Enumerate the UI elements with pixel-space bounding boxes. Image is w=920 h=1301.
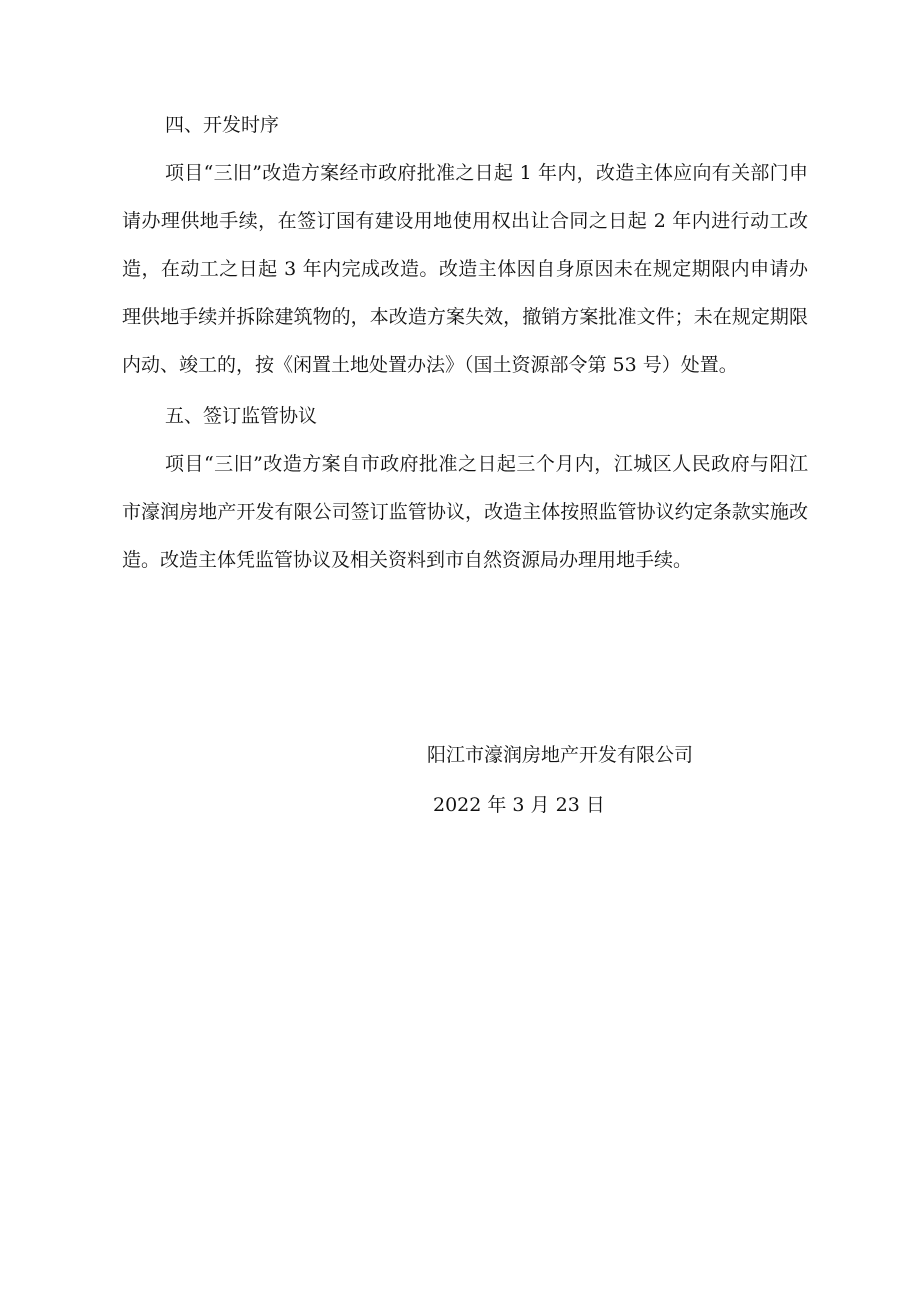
section-4-heading: 四、开发时序 <box>165 114 280 136</box>
section-4-paragraph: 项目“三旧”改造方案经市政府批准之日起 1 年内，改造主体应向有关部门申请办理供地手续，在签订国有建设用地使用权出让合同之日起 2 年内进行动工改造，在动工之日起 3 年内完成改造。改造主体因自身原因未在规定期限内申请办理供地手续并拆除建筑物的，本改造方案失效，撤销方案批准文件；未在规定期限内动、竣工的，按《闲置土地处置办法》（国土资源部令第 53 号）处置。 <box>122 162 808 376</box>
section-5-paragraph: 项目“三旧”改造方案自市政府批准之日起三个月内，江城区人民政府与阳江市濠润房地产开发有限公司签订监管协议，改造主体按照监管协议约定条款实施改造。改造主体凭监管协议及相关资料到市自然资源局办理用地手续。 <box>122 453 808 571</box>
section-5-heading: 五、签订监管协议 <box>165 405 318 427</box>
document-body <box>122 102 808 584</box>
signature-date: 2022 年 3 月 23 日 <box>433 794 605 816</box>
signature-company: 阳江市濠润房地产开发有限公司 <box>427 744 694 766</box>
